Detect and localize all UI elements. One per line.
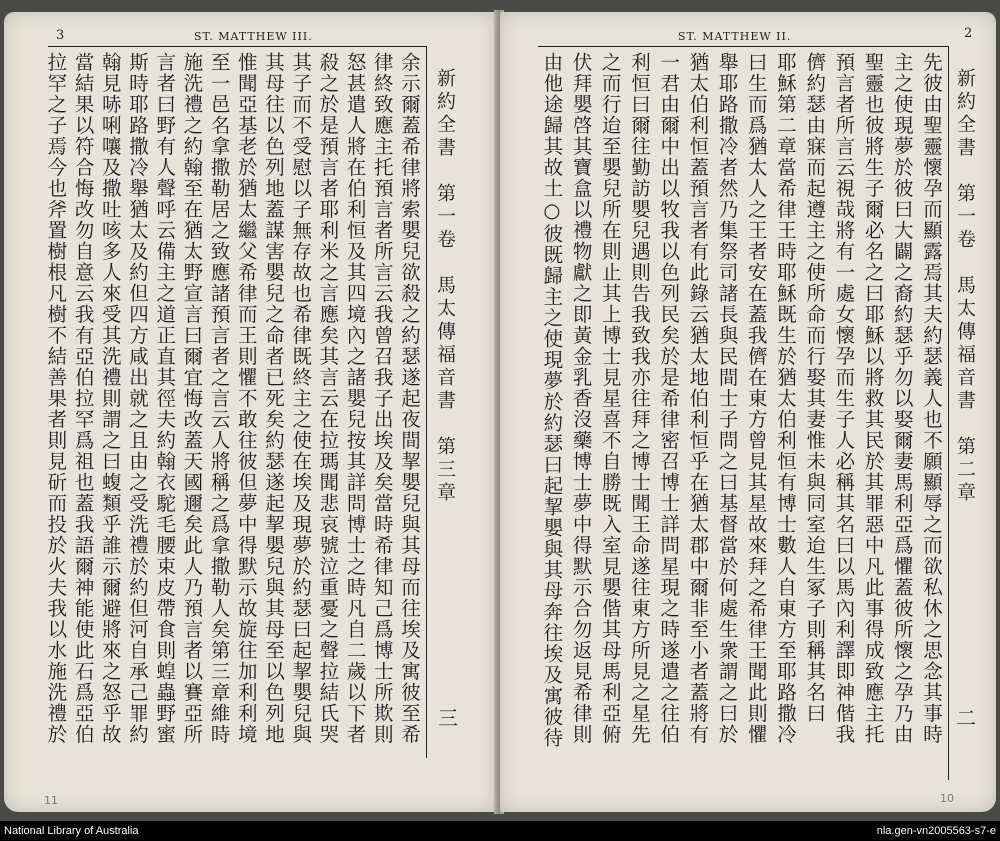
text-column: 耶穌第二章當希律王時耶穌既生於猶太伯利恒有博士數人自東方至耶路撒冷: [773, 52, 797, 745]
text-column: 惟聞亞基老於猶太繼父希律而王則懼不敢往彼但夢中得默示故旋往加利利境: [234, 52, 258, 745]
left-running-header: ST. MATTHEW III.: [194, 30, 313, 43]
text-column: 伏拜嬰啓其寶盒以禮物獻之即黃金乳香沒藥博士夢中得默示合勿返見希律則: [569, 52, 593, 745]
footer-right-text: nla.gen-vn2005563-s7-e: [876, 825, 996, 837]
text-column: 至一邑名拿撒勒居之致應諸預言者之言云人將稱之爲拿撒勒人矣第三章維時: [207, 52, 231, 745]
text-column: 聖靈也彼將生子爾必名之曰耶穌以將救其民於其罪惡中凡此事得成致應主托: [861, 52, 885, 745]
text-column: 曰生而爲猶太人之王者安在蓋我儕在東方曾見其星故來拜之希律王聞此則懼: [744, 52, 768, 745]
left-header-rule: [48, 46, 426, 47]
text-column: 言者曰野有人聲呼云備主之道正直其徑夫約翰衣駝毛腰束皮帶食則蝗蟲野蜜: [153, 52, 177, 745]
text-column: 一君由爾中出以牧我以色列民矣於是希律密召博士詳問星現之時遂遣之往伯: [657, 52, 681, 745]
text-column: 猶太伯利恒蓋預言者有此錄云猶太地伯利恒乎在猶太郡中爾非至小者蓋將有: [686, 52, 710, 745]
text-column: 由他途歸其故土○彼既歸主之使現夢於約瑟曰起挈嬰與其母奔往埃及寓彼待: [540, 52, 564, 749]
right-page-number: 2: [964, 26, 973, 41]
right-pencil-note: 10: [940, 792, 954, 805]
text-column: 殺之於是預言者耶利米之言應矣其言云在拉瑪聞悲哀號泣重憂之聲拉結氏哭: [316, 52, 340, 745]
text-column: 利恒曰爾往勤訪嬰兒遇則告我致我亦往拜之博士聞王命遂往東方所見之星先: [627, 52, 651, 745]
text-column: 怒甚遣人將在伯利恒及其四境內之諸嬰兒按其詳問博士之時凡自二歲以下者: [343, 52, 367, 745]
right-header-rule: [538, 46, 948, 47]
right-side-title: 新約全書 第一卷 馬太傳福音書 第二章: [954, 68, 976, 505]
text-column: 主之使現夢於彼曰大闢之裔約瑟乎勿以娶爾妻馬利亞爲懼蓋彼所懷之孕乃由: [890, 52, 914, 745]
left-side-title: 新約全書 第一卷 馬太傳福音書 第三章: [434, 68, 456, 505]
right-frame-rule: [948, 46, 949, 780]
text-column: 斯時耶路撒冷舉猶太及約但四方咸出就之且由之受洗禮於約但河自承己罪約: [125, 52, 149, 745]
right-footer-number: 二: [956, 706, 976, 730]
right-page: [500, 12, 996, 812]
text-column: 余示爾蓋希律將索嬰兒欲殺之約瑟遂起夜間挈嬰兒與其母而往埃及寓彼至希: [397, 52, 421, 745]
text-column: 翰見哧唎嚷及撒吐咳多人來受其洗禮則謂之曰蝮類乎誰示爾避將來之怒乎故: [98, 52, 122, 745]
left-page-number: 3: [56, 28, 65, 43]
left-frame-rule: [426, 46, 427, 758]
text-column: 舉耶路撒冷者然乃集祭司諸長與民間士子問之曰基督當於何處生衆謂之曰於: [715, 52, 739, 745]
text-column: 拉罕之子焉今也斧置樹根凡樹不結善果者則見斫而投於火夫我以水施洗禮於: [44, 52, 68, 745]
left-pencil-note: 11: [44, 794, 58, 807]
left-footer-number: 三: [438, 706, 458, 730]
footer-bar: [0, 821, 1000, 841]
text-column: 施洗禮之約翰至在猶太野宣言曰爾宜悔改蓋天國邇矣此人乃預言者以賽亞所: [180, 52, 204, 745]
text-column: 律終致應主托預言者所言云我曾召我子出埃及矣當時希律知己爲博士所欺則: [370, 52, 394, 745]
footer-left-text: National Library of Australia: [4, 825, 139, 837]
text-column: 當結果以符合悔改勿自意云我有亞伯拉罕爲祖也蓋我語爾神能使此石爲亞伯: [71, 52, 95, 745]
text-column: 預言者所言云視哉將有一處女懷孕而生子人必稱其名曰以馬內利譯即神偕我: [832, 52, 856, 745]
text-column: 儕約瑟由寐而起遵主之使所命而行娶其妻惟未與同室迨生冢子則稱其名曰: [803, 52, 827, 724]
text-column: 先彼由聖靈懷孕而顯露焉其夫約瑟義人也不願顯辱之而欲私休之思念其事時: [919, 52, 943, 745]
right-running-header: ST. MATTHEW II.: [678, 30, 792, 43]
text-column: 其母往以色列地蓋謀害嬰兒之命者已死矣約瑟遂起挈嬰兒與其母至以色列地: [261, 52, 285, 745]
text-column: 其子而不受慰以子無存故也希律既終主之使在埃及現夢於約瑟曰起挈嬰兒與: [289, 52, 313, 745]
left-page: [4, 12, 496, 812]
text-column: 之而行迨至嬰兒所在則止其上博士見星喜不自勝既入室見嬰偕其母馬利亞俯: [598, 52, 622, 745]
